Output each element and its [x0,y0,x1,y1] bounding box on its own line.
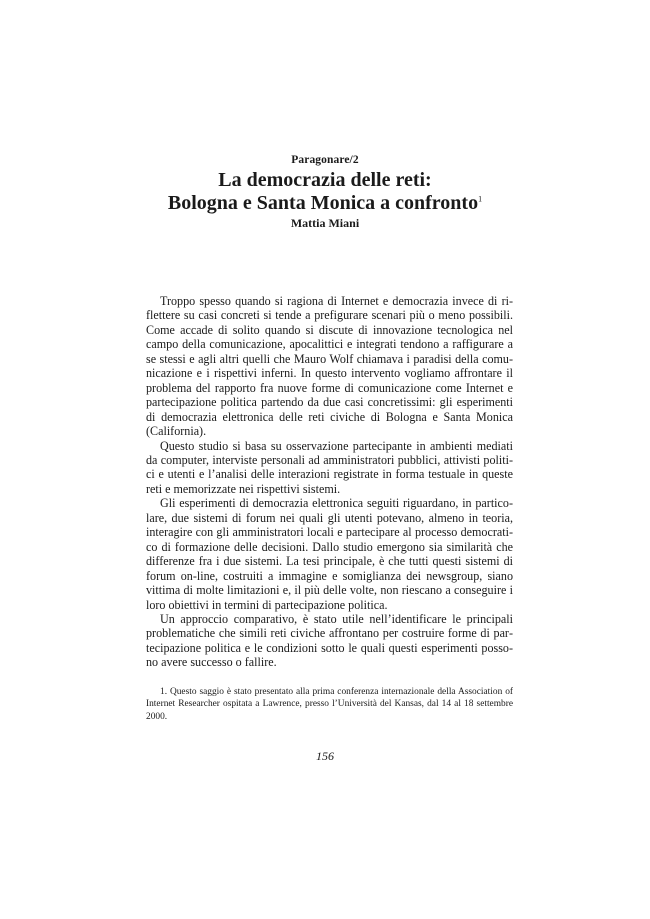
paragraph-2: Questo studio si basa su osservazione partecipante in ambienti mediati da computer, interviste personali ad amministratori pubblici, attivisti politici e utenti e l’analisi delle interazioni registrate in forma testuale in queste reti e memorizzate nei rispettivi sistemi. [146,438,513,496]
author-name: Mattia Miani [290,216,360,230]
page-number: 156 [316,749,334,763]
footnote-reference[interactable]: 1 [478,194,483,204]
body-text [146,294,513,670]
footnote-text: 1. Questo saggio è stato presentato alla prima conferenza internazionale della Association of Internet Researcher ospitata a Lawrence, presso l’Università del Kansas, dal 14 al 18 settembre 2000. [146,687,513,722]
paragraph-3: Gli esperimenti di democrazia elettronica seguiti riguardano, in particolare, due sistemi di forum nei quali gli utenti potevano, almeno in teoria, interagire con gli amministratori locali e partecipare al processo democratico di formazione delle decisioni. Dallo studio emergono sia similarità che differenze fra i due sistemi. La tesi principale, è che tutti questi sistemi di forum on-line, costruiti a immagine e somiglianza dei newsgroup, siano vittima di molte limitazioni e, il più delle volte, non riescano a conseguire i loro obiettivi in termini di partecipazione politica. [146,496,513,612]
chapter-title-text: Bologna e Santa Monica a confronto [167,192,479,214]
paragraph-1: Troppo spesso quando si ragiona di Internet e democrazia invece di riflettere su casi concreti si tende a prefigurare scenari più o meno possibili. Come accade di solito quando si discute di innovazione tecnologica nel campo della comunicazione, apocalittici e integrati tendono a raffigurare a se stessi e agli altri quelli che Mauro Wolf chiamava i paradisi della comunicazione e i rispettivi inferni. In questo intervento vogliamo affrontare il problema del rapporto fra nuove forme di comunicazione come Internet e partecipazione politica partendo da due casi concretissimi: gli esperimenti di democrazia elettronica delle reti civiche di Bologna e Santa Monica (California). [146,294,513,439]
paragraph-4: Un approccio comparativo, è stato utile nell’identificare le principali problematiche che simili reti civiche affrontano per costruire forme di partecipazione politica e le condizioni sotto le quali questi esperimenti possono avere successo o fallire. [146,611,513,670]
chapter-header [0,153,650,231]
chapter-title-line-1: La democrazia delle reti: [218,169,432,191]
section-label: Paragonare/2 [291,154,359,166]
chapter-title-line-2 [0,192,650,215]
footnote [146,686,513,723]
